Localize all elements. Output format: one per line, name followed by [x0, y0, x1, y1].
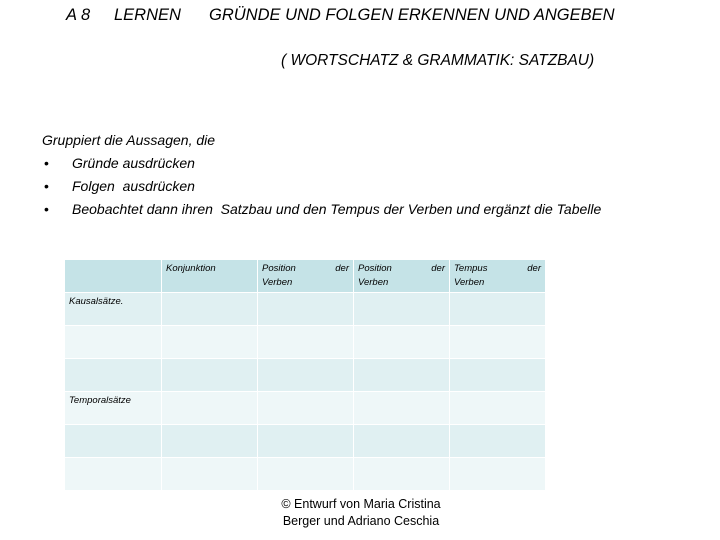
instruction-text: Folgen ausdrücken: [72, 178, 195, 194]
header-label-tail: der: [527, 263, 541, 274]
table-cell[interactable]: [258, 359, 354, 392]
table-cell[interactable]: [162, 425, 258, 458]
row-label: [65, 458, 162, 491]
table-cell[interactable]: [162, 458, 258, 491]
table-cell[interactable]: [258, 425, 354, 458]
footer-line: Berger und Adriano Ceschia: [282, 514, 440, 528]
table-cell[interactable]: [450, 326, 546, 359]
table-header-row: [65, 260, 546, 293]
row-label: [65, 359, 162, 392]
instructions: [42, 129, 682, 221]
instruction-item: [42, 152, 682, 175]
header-cell-verb-position: [258, 260, 354, 293]
section-label: LERNEN: [114, 6, 181, 24]
table-cell[interactable]: [354, 458, 450, 491]
bullet-icon: •: [44, 201, 49, 217]
page-subtitle: ( WORTSCHATZ & GRAMMATIK: SATZBAU): [281, 52, 595, 69]
header-cell-verb-position: [354, 260, 450, 293]
header-cell-empty: [65, 260, 162, 293]
table-cell[interactable]: [162, 392, 258, 425]
table-cell[interactable]: [162, 326, 258, 359]
table-cell[interactable]: [258, 293, 354, 326]
row-label: [65, 326, 162, 359]
title-line: [0, 6, 720, 30]
page-title: GRÜNDE UND FOLGEN ERKENNEN UND ANGEBEN: [209, 6, 615, 24]
instructions-list: [42, 152, 682, 221]
header-label: Tempus Verben: [454, 263, 488, 288]
header-label: Konjunktion: [166, 263, 216, 274]
header-label: Position Verben: [262, 263, 296, 288]
header-label-tail: der: [431, 263, 445, 274]
table-row: [65, 425, 546, 458]
table-row: [65, 359, 546, 392]
table-cell[interactable]: [450, 293, 546, 326]
table-cell[interactable]: [258, 392, 354, 425]
table-cell[interactable]: [450, 359, 546, 392]
row-label: Temporalsätze: [65, 392, 162, 425]
table-cell[interactable]: [162, 359, 258, 392]
table-cell[interactable]: [354, 359, 450, 392]
table-cell[interactable]: [258, 458, 354, 491]
table-cell[interactable]: [450, 425, 546, 458]
instruction-text: Gründe ausdrücken: [72, 155, 195, 171]
table-cell[interactable]: [354, 326, 450, 359]
row-label: [65, 425, 162, 458]
instruction-item: [42, 198, 682, 221]
table-row: [65, 293, 546, 326]
table-row: [65, 326, 546, 359]
table-cell[interactable]: [354, 293, 450, 326]
header-label: Position Verben: [358, 263, 392, 288]
header-cell-conjunction: [162, 260, 258, 293]
bullet-icon: •: [44, 178, 49, 194]
copyright-footer: [256, 496, 466, 530]
instruction-text: Beobachtet dann ihren Satzbau und den Tempus der Verben und ergänzt die Tabelle: [72, 201, 602, 217]
footer-line: © Entwurf von Maria Cristina: [281, 497, 441, 511]
table-row: [65, 392, 546, 425]
table-cell[interactable]: [162, 293, 258, 326]
table-cell[interactable]: [450, 458, 546, 491]
table-cell[interactable]: [258, 326, 354, 359]
header-cell-verb-tense: [450, 260, 546, 293]
instructions-lead: Gruppiert die Aussagen, die: [42, 132, 216, 148]
lesson-code: A 8: [66, 6, 91, 24]
table-cell[interactable]: [354, 392, 450, 425]
table-cell[interactable]: [450, 392, 546, 425]
instruction-item: [42, 175, 682, 198]
header-label-tail: der: [335, 263, 349, 274]
table-cell[interactable]: [354, 425, 450, 458]
row-label: Kausalsätze.: [65, 293, 162, 326]
table-row: [65, 458, 546, 491]
worksheet-table: [64, 259, 546, 491]
bullet-icon: •: [44, 155, 49, 171]
